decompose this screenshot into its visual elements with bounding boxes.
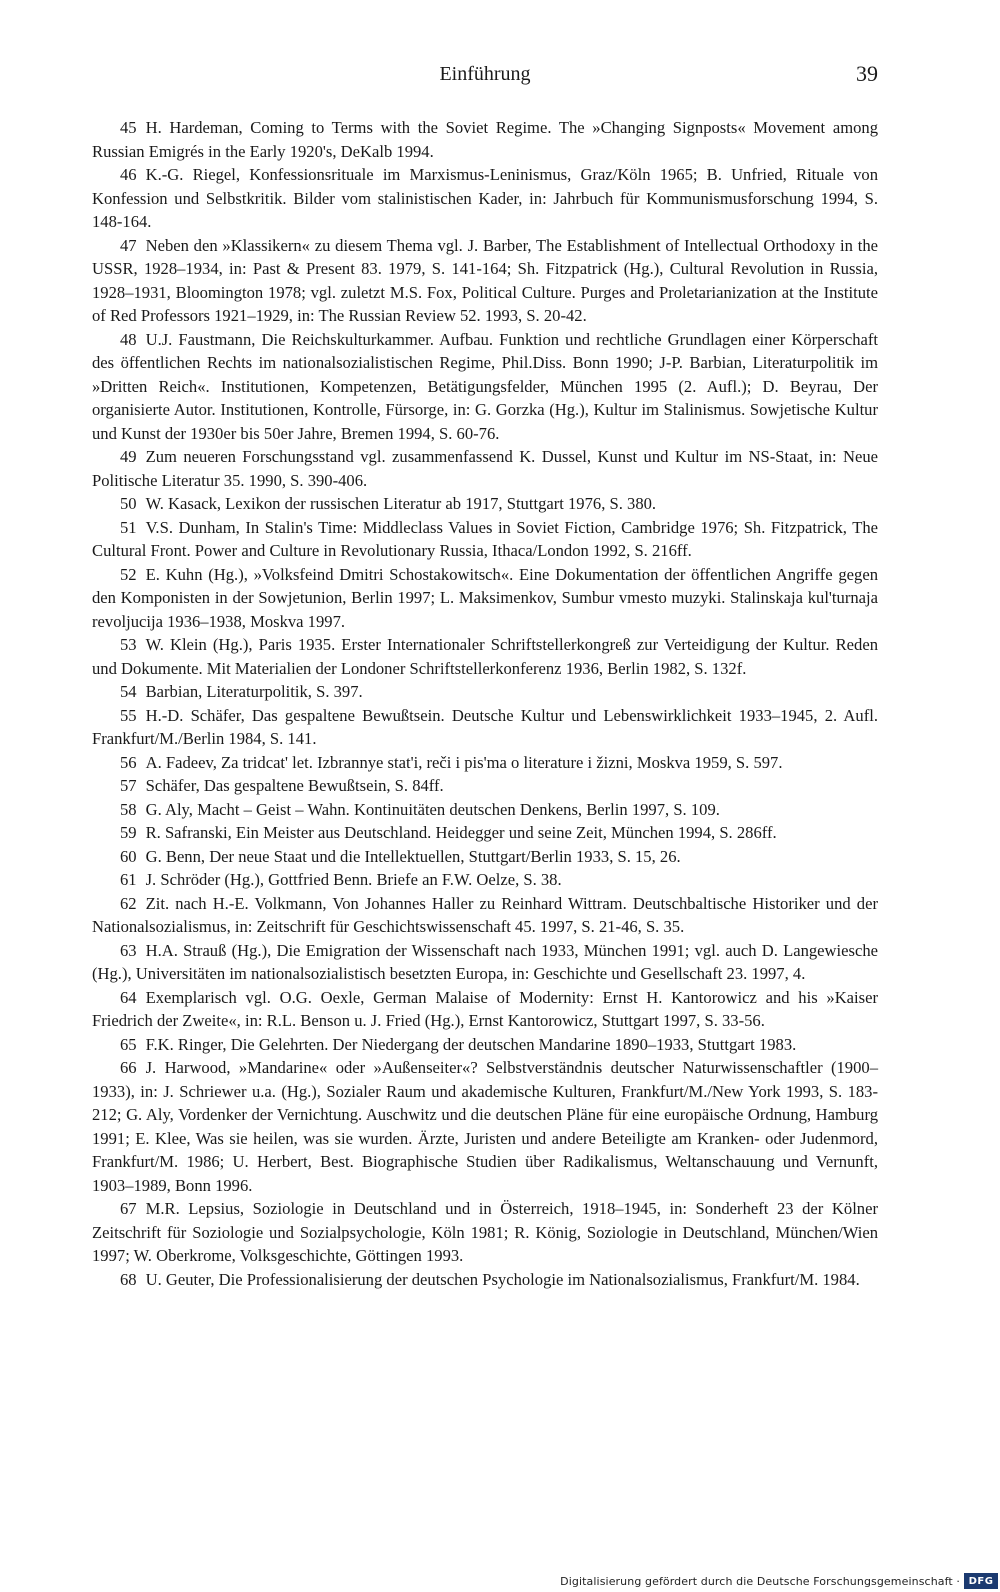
endnote-55 — [92, 704, 878, 751]
endnote-text: J. Schröder (Hg.), Gottfried Benn. Briefe an F.W. Oelze, S. 38. — [145, 870, 562, 889]
endnote-text: F.K. Ringer, Die Gelehrten. Der Niedergang der deutschen Mandarine 1890–1933, Stuttgart 1983. — [145, 1034, 797, 1054]
endnote-58 — [92, 798, 878, 822]
endnote-text: W. Kasack, Lexikon der russischen Literatur ab 1917, Stuttgart 1976, S. 380. — [145, 494, 657, 513]
funding-notice: Digitalisierung gefördert durch die Deutsche Forschungsgemeinschaft · — [560, 1574, 960, 1588]
endnote-65 — [92, 1033, 878, 1057]
endnote-number: 59 — [120, 823, 137, 842]
endnote-text: A. Fadeev, Za tridcat' let. Izbrannye stat'i, reči i pis'ma o literature i žizni, Moskva 1959, S. 597. — [145, 752, 783, 772]
page-number: 39 — [856, 61, 878, 86]
page-header — [92, 58, 878, 90]
endnote-62 — [92, 892, 878, 939]
endnote-number: 68 — [120, 1269, 137, 1289]
endnote-text: R. Safranski, Ein Meister aus Deutschland. Heidegger und seine Zeit, München 1994, S. 286ff. — [145, 823, 777, 842]
endnote-50 — [92, 492, 878, 516]
endnote-68 — [92, 1268, 878, 1292]
endnote-text: V.S. Dunham, In Stalin's Time: Middleclass Values in Soviet Fiction, Cambridge 1976; Sh. Fitzpatrick, The Cultural Front. Power and Culture in Revolutionary Russia, Ithaca/London 1992, S. 216ff. — [92, 517, 878, 560]
endnote-59 — [92, 821, 878, 845]
endnote-52 — [92, 563, 878, 634]
endnote-number: 61 — [120, 870, 137, 889]
endnote-48 — [92, 328, 878, 446]
endnote-text: G. Benn, Der neue Staat und die Intellektuellen, Stuttgart/Berlin 1933, S. 15, 26. — [145, 846, 681, 866]
endnote-number: 63 — [120, 940, 137, 960]
endnote-number: 52 — [120, 564, 137, 584]
endnote-text: K.-G. Riegel, Konfessionsrituale im Marxismus-Leninismus, Graz/Köln 1965; B. Unfried, Rituale von Konfession und Selbstkritik. Bilder vom stalinistischen Kader, in: Jahrbuch für Kommunismusforschung 1994, S. 148-164. — [92, 165, 878, 231]
endnote-number: 50 — [120, 494, 137, 513]
endnote-text: E. Kuhn (Hg.), »Volksfeind Dmitri Schostakowitsch«. Eine Dokumentation der öffentlichen Angriffe gegen den Komponisten in der Sowjetunion, Berlin 1997; L. Maksimenkov, Sumbur vmesto muzyki. Stalinskaja kul'turnaja revoljucija 1936–1938, Moskva 1997. — [92, 564, 878, 631]
endnote-text: Exemplarisch vgl. O.G. Oexle, German Malaise of Modernity: Ernst H. Kantorowicz and his »Kaiser Friedrich der Zweite«, in: R.L. Benson u. J. Fried (Hg.), Ernst Kantorowicz, Stuttgart 1997, S. 33-56. — [92, 987, 878, 1030]
endnote-text: J. Harwood, »Mandarine« oder »Außenseiter«? Selbstverständnis deutscher Naturwissenschaftler (1900–1933), in: J. Schriewer u.a. (Hg.), Sozialer Raum und akademische Kulturen, Frankfurt/M./New York 1993, S. 183-212; G. Aly, Vordenker der Vernichtung. Auschwitz und die deutschen Pläne für eine europäische Ordnung, Hamburg 1991; E. Klee, Was sie heilen, was sie wurden. Ärzte, Juristen und andere Beteiligte am Kranken- oder Judenmord, Frankfurt/M. 1986; U. Herbert, Best. Biographische Studien über Radikalismus, Weltanschauung und Vernunft, 1903–1989, Bonn 1996. — [92, 1058, 878, 1195]
endnote-53 — [92, 633, 878, 680]
endnote-51 — [92, 516, 878, 563]
endnote-number: 53 — [120, 635, 137, 654]
endnote-text: Barbian, Literaturpolitik, S. 397. — [145, 682, 363, 701]
endnote-text: Schäfer, Das gespaltene Bewußtsein, S. 84ff. — [145, 776, 444, 795]
endnote-number: 54 — [120, 682, 137, 701]
endnote-text: G. Aly, Macht – Geist – Wahn. Kontinuitäten deutschen Denkens, Berlin 1997, S. 109. — [145, 799, 720, 819]
endnote-64 — [92, 986, 878, 1033]
endnote-63 — [92, 939, 878, 986]
endnote-number: 47 — [120, 235, 137, 255]
endnote-67 — [92, 1197, 878, 1268]
endnote-56 — [92, 751, 878, 775]
endnote-text: Neben den »Klassikern« zu diesem Thema vgl. J. Barber, The Establishment of Intellectual Orthodoxy in the USSR, 1928–1934, in: Past & Present 83. 1979, S. 141-164; Sh. Fitzpatrick (Hg.), Cultural Revolution in Russia, 1928–1931, Bloomington 1978; vgl. zuletzt M.S. Fox, Political Culture. Purges and Proletarianization at the Institute of Red Professors 1921–1929, in: The Russian Review 52. 1993, S. 20-42. — [92, 235, 878, 325]
endnote-text: M.R. Lepsius, Soziologie in Deutschland und in Österreich, 1918–1945, in: Sonderheft 23 der Kölner Zeitschrift für Soziologie und Sozialpsychologie, Köln 1981; R. König, Soziologie in Deutschland, München/Wien 1997; W. Oberkrome, Volksgeschichte, Göttingen 1993. — [92, 1199, 878, 1265]
digitization-footer — [560, 1570, 1000, 1592]
endnote-number: 65 — [120, 1034, 137, 1054]
endnote-57 — [92, 774, 878, 798]
endnote-60 — [92, 845, 878, 869]
endnote-number: 51 — [120, 517, 137, 537]
endnote-number: 60 — [120, 846, 137, 866]
endnote-47 — [92, 234, 878, 328]
endnote-45 — [92, 116, 878, 163]
running-title: Einführung — [439, 63, 531, 85]
endnote-text: H.A. Strauß (Hg.), Die Emigration der Wissenschaft nach 1933, München 1991; vgl. auch D. Langewiesche (Hg.), Universitäten im nationalsozialistisch besetzten Europa, in: Geschichte und Gesellschaft 23. 1997, 4. — [92, 940, 878, 983]
endnote-54 — [92, 680, 878, 704]
endnote-number: 46 — [120, 165, 137, 184]
endnote-text: H. Hardeman, Coming to Terms with the Soviet Regime. The »Changing Signposts« Movement among Russian Emigrés in the Early 1920's, DeKalb 1994. — [92, 118, 878, 161]
endnote-66 — [92, 1056, 878, 1197]
endnote-number: 66 — [120, 1058, 137, 1077]
endnote-61 — [92, 868, 878, 892]
endnote-number: 67 — [120, 1199, 137, 1218]
endnote-text: U. Geuter, Die Professionalisierung der deutschen Psychologie im Nationalsozialismus, Frankfurt/M. 1984. — [145, 1269, 860, 1289]
endnote-number: 62 — [120, 893, 137, 913]
endnote-number: 45 — [120, 118, 137, 137]
endnote-number: 64 — [120, 987, 137, 1007]
dfg-logo-icon: DFG — [964, 1573, 998, 1589]
endnote-number: 49 — [120, 447, 137, 466]
endnotes-list — [92, 116, 878, 1291]
endnote-46 — [92, 163, 878, 234]
endnote-text: Zum neueren Forschungsstand vgl. zusammenfassend K. Dussel, Kunst und Kultur im NS-Staat, in: Neue Politische Literatur 35. 1990, S. 390-406. — [92, 447, 878, 490]
endnote-number: 56 — [120, 752, 137, 772]
endnote-text: H.-D. Schäfer, Das gespaltene Bewußtsein. Deutsche Kultur und Lebenswirklichkeit 1933–1945, 2. Aufl. Frankfurt/M./Berlin 1984, S. 141. — [92, 705, 878, 748]
endnote-number: 48 — [120, 329, 137, 349]
endnote-number: 55 — [120, 705, 137, 725]
endnote-49 — [92, 445, 878, 492]
endnote-number: 57 — [120, 776, 137, 795]
endnote-text: Zit. nach H.-E. Volkmann, Von Johannes Haller zu Reinhard Wittram. Deutschbaltische Historiker und der Nationalsozialismus, in: Zeitschrift für Geschichtswissenschaft 45. 1997, S. 21-46, S. 35. — [92, 893, 878, 936]
endnote-text: U.J. Faustmann, Die Reichskulturkammer. Aufbau. Funktion und rechtliche Grundlagen einer Körperschaft des öffentlichen Rechts im nationalsozialistischen Regime, Phil.Diss. Bonn 1990; J-P. Barbian, Literaturpolitik im »Dritten Reich«. Institutionen, Kompetenzen, Betätigungsfelder, München 1995 (2. Aufl.); D. Beyrau, Der organisierte Autor. Institutionen, Kontrolle, Fürsorge, in: G. Gorzka (Hg.), Kultur im Stalinismus. Sowjetische Kultur und Kunst der 1930er bis 50er Jahre, Bremen 1994, S. 60-76. — [92, 329, 878, 443]
endnote-number: 58 — [120, 799, 137, 819]
endnote-text: W. Klein (Hg.), Paris 1935. Erster Internationaler Schriftstellerkongreß zur Verteidigung der Kultur. Reden und Dokumente. Mit Materialien der Londoner Schriftstellerkonferenz 1936, Berlin 1982, S. 132f. — [92, 635, 878, 678]
